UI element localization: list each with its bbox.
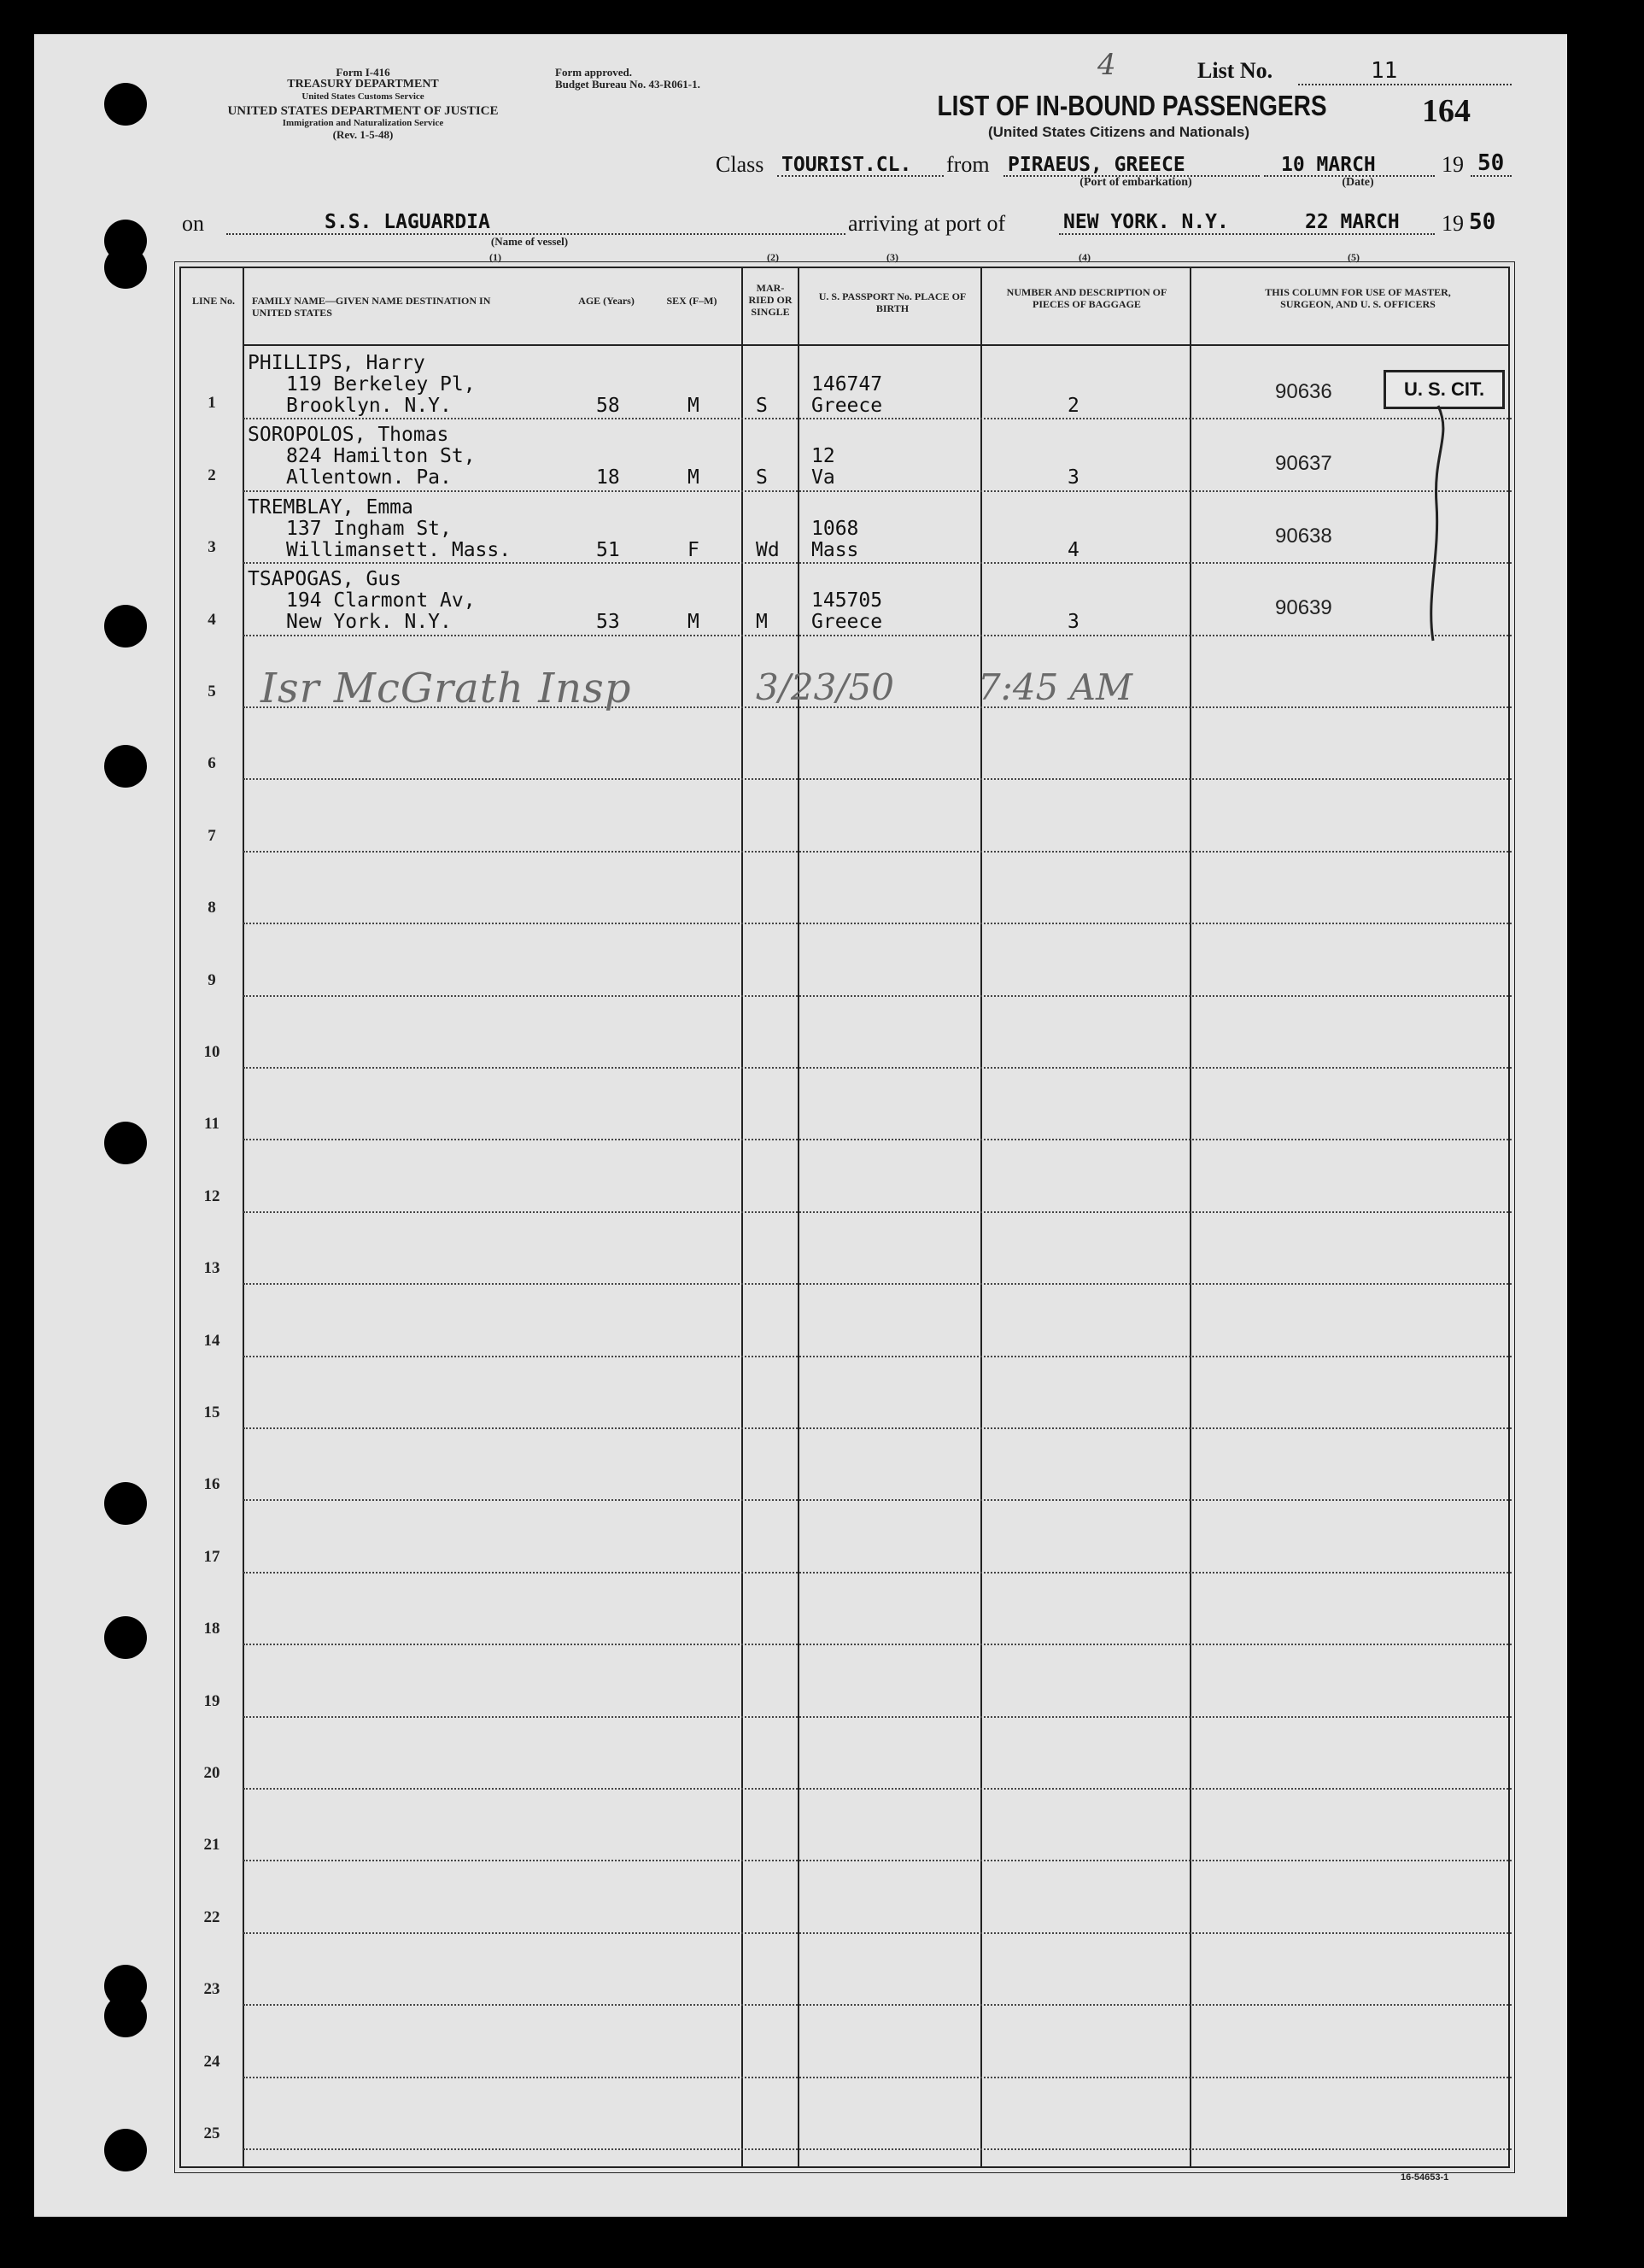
passenger-birthplace: Va — [811, 466, 835, 489]
col-divider — [1190, 267, 1191, 2168]
passenger-baggage: 3 — [1068, 611, 1079, 634]
line-number: 19 — [203, 1692, 220, 1710]
punch-hole — [104, 605, 147, 648]
ins-service: Immigration and Naturalization Service — [282, 118, 444, 128]
header-baggage: NUMBER AND DESCRIPTION OF PIECES OF BAGGAGE — [1006, 286, 1167, 310]
passenger-age: 51 — [596, 538, 620, 561]
line-number: 8 — [208, 899, 216, 917]
passenger-baggage: 4 — [1068, 538, 1079, 561]
row-rule — [243, 1932, 1512, 1934]
header-line-no: LINE No. — [191, 295, 235, 307]
arrival-line — [1059, 233, 1435, 235]
arrival-date: 22 MARCH — [1305, 211, 1400, 233]
treasury-dept: TREASURY DEPARTMENT — [287, 78, 439, 91]
passenger-marital-status: S — [756, 395, 768, 417]
arrival-year-prefix: 19 — [1442, 211, 1464, 236]
footer-code: 16-54653-1 — [1401, 2172, 1449, 2183]
line-number: 20 — [203, 1764, 220, 1782]
row-rule — [243, 1283, 1512, 1285]
col-num-1: (1) — [489, 251, 501, 263]
vessel-name: S.S. LAGUARDIA — [325, 211, 490, 233]
passenger-name: SOROPOLOS, Thomas — [248, 424, 449, 447]
row-rule — [243, 1860, 1512, 1861]
passenger-birthplace: Greece — [811, 611, 883, 634]
passenger-name: TREMBLAY, Emma — [248, 495, 413, 519]
col-num-3: (3) — [886, 251, 898, 263]
budget-bureau: Budget Bureau No. 43-R061-1. — [555, 78, 700, 91]
line-number: 24 — [203, 2053, 220, 2071]
year-prefix: 19 — [1442, 152, 1464, 177]
date-caption: (Date) — [1342, 176, 1374, 189]
row-rule — [243, 1644, 1512, 1645]
line-number: 6 — [208, 754, 216, 772]
passenger-address-street: 119 Berkeley Pl, — [286, 373, 476, 396]
passenger-address-street: 194 Clarmont Av, — [286, 589, 476, 612]
passenger-address-street: 824 Hamilton St, — [286, 445, 476, 468]
line-number: 25 — [203, 2124, 220, 2142]
col-num-2: (2) — [767, 251, 779, 263]
line-number: 4 — [208, 611, 216, 629]
line-number: 23 — [203, 1980, 220, 1998]
officer-number: 90636 — [1275, 380, 1332, 403]
passenger-birthplace: Greece — [811, 395, 883, 417]
row-rule — [243, 1427, 1512, 1429]
line-number: 13 — [203, 1259, 220, 1277]
class-value: TOURIST.CL. — [781, 154, 912, 176]
line-number: 10 — [203, 1043, 220, 1061]
line-number: 16 — [203, 1475, 220, 1493]
from-label: from — [946, 152, 990, 177]
port-embark-caption: (Port of embarkation) — [1079, 176, 1192, 189]
col-num-4: (4) — [1079, 251, 1091, 263]
line-number: 22 — [203, 1908, 220, 1926]
passenger-address-city: New York. N.Y. — [286, 611, 452, 634]
passenger-passport-no: 145705 — [811, 589, 883, 612]
passenger-sex: M — [687, 611, 699, 634]
header-age: AGE (Years) — [578, 295, 635, 307]
col-divider — [798, 267, 799, 2168]
line-number: 17 — [203, 1548, 220, 1566]
passenger-passport-no: 1068 — [811, 517, 859, 540]
row-rule — [243, 995, 1512, 997]
row-rule — [243, 1211, 1512, 1213]
officer-number: 90638 — [1275, 524, 1332, 548]
row-rule — [243, 490, 1512, 492]
year-line — [1471, 175, 1512, 177]
col-divider — [243, 267, 244, 2168]
row-rule — [243, 2148, 1512, 2150]
passenger-address-city: Brooklyn. N.Y. — [286, 395, 452, 417]
row-rule — [243, 1067, 1512, 1069]
passenger-name: TSAPOGAS, Gus — [248, 568, 402, 591]
line-number: 2 — [208, 466, 216, 484]
justice-dept: UNITED STATES DEPARTMENT OF JUSTICE — [227, 104, 499, 118]
list-no-value: 11 — [1371, 58, 1398, 84]
row-rule — [243, 778, 1512, 780]
from-value: PIRAEUS, GREECE — [1008, 154, 1185, 176]
stamp-bracket — [1418, 401, 1452, 645]
col-num-5: (5) — [1348, 251, 1360, 263]
handwritten-mark: 4 — [1097, 48, 1116, 82]
passenger-birthplace: Mass — [811, 538, 859, 561]
header-officers: THIS COLUMN FOR USE OF MASTER, SURGEON, AND U. S. OFFICERS — [1265, 286, 1451, 310]
form-number: Form I-416 — [336, 66, 390, 79]
row-rule — [243, 418, 1512, 419]
passenger-address-city: Allentown. Pa. — [286, 466, 452, 489]
row-rule — [243, 2004, 1512, 2006]
passenger-marital-status: Wd — [756, 538, 780, 561]
customs-service: United States Customs Service — [301, 91, 424, 102]
vessel-caption: (Name of vessel) — [490, 235, 569, 248]
header-rule — [243, 344, 1510, 346]
header-married: MAR-RIED OR SINGLE — [748, 282, 793, 318]
arriving-label: arriving at port of — [848, 211, 1006, 236]
punch-hole — [104, 2129, 147, 2171]
row-rule — [243, 562, 1512, 564]
passenger-passport-no: 12 — [811, 445, 835, 468]
passenger-address-street: 137 Ingham St, — [286, 517, 452, 540]
punch-hole — [104, 1482, 147, 1525]
header-name: FAMILY NAME—GIVEN NAME DESTINATION IN UNITED STATES — [252, 295, 491, 319]
line-number: 1 — [208, 394, 216, 412]
header-sex: SEX (F–M) — [666, 295, 717, 307]
arrival-port: NEW YORK. N.Y. — [1063, 211, 1229, 233]
col-divider — [980, 267, 982, 2168]
passenger-marital-status: M — [756, 611, 768, 634]
line-number: 5 — [208, 683, 216, 700]
row-rule — [243, 1572, 1512, 1574]
header-passport: U. S. PASSPORT No. PLACE OF BIRTH — [818, 290, 967, 314]
date-value: 10 MARCH — [1281, 154, 1376, 176]
arrival-year: 50 — [1469, 209, 1496, 235]
passenger-marital-status: S — [756, 466, 768, 489]
punch-hole — [104, 745, 147, 788]
row-rule — [243, 635, 1512, 636]
officer-number: 90637 — [1275, 452, 1332, 476]
passenger-age: 18 — [596, 466, 620, 489]
row-rule — [243, 923, 1512, 924]
passenger-passport-no: 146747 — [811, 373, 883, 396]
row-rule — [243, 1499, 1512, 1501]
year-value: 50 — [1477, 150, 1505, 176]
form-approved: Form approved. — [555, 66, 633, 79]
class-label: Class — [716, 152, 764, 177]
on-label: on — [182, 211, 204, 236]
passenger-name: PHILLIPS, Harry — [248, 352, 425, 374]
passenger-age: 58 — [596, 395, 620, 417]
passenger-baggage: 2 — [1068, 395, 1079, 417]
row-rule — [243, 1139, 1512, 1140]
line-number: 21 — [203, 1836, 220, 1854]
passenger-baggage: 3 — [1068, 466, 1079, 489]
line-number: 7 — [208, 827, 216, 845]
punch-hole — [104, 246, 147, 289]
list-no-label: List No. — [1197, 58, 1273, 83]
punch-hole — [104, 1995, 147, 2037]
inspection-time: 7:45 AM — [978, 666, 1133, 708]
revision: (Rev. 1-5-48) — [332, 128, 394, 141]
punch-hole — [104, 83, 147, 126]
passenger-age: 53 — [596, 611, 620, 634]
list-no-line — [1298, 84, 1512, 85]
line-number: 14 — [203, 1332, 220, 1350]
col-divider — [741, 267, 743, 2168]
inspection-date: 3/23/50 — [756, 666, 894, 708]
row-rule — [243, 2077, 1512, 2078]
inspector-signature: Isr McGrath Insp — [260, 665, 632, 712]
document-title: LIST OF IN-BOUND PASSENGERS — [937, 90, 1327, 121]
passenger-sex: M — [687, 466, 699, 489]
row-rule — [243, 1788, 1512, 1790]
document-subtitle: (United States Citizens and Nationals) — [987, 124, 1250, 140]
line-number: 3 — [208, 538, 216, 556]
passenger-sex: F — [687, 538, 699, 561]
passenger-address-city: Willimansett. Mass. — [286, 538, 512, 561]
line-number: 11 — [204, 1115, 219, 1133]
line-number: 9 — [208, 971, 216, 989]
officer-number: 90639 — [1275, 596, 1332, 620]
row-rule — [243, 851, 1512, 853]
page-number: 164 — [1422, 93, 1471, 129]
us-citizen-stamp: U. S. CIT. — [1384, 370, 1505, 409]
passenger-sex: M — [687, 395, 699, 417]
row-rule — [243, 1716, 1512, 1718]
line-number: 18 — [203, 1620, 220, 1638]
line-number: 15 — [203, 1404, 220, 1421]
row-rule — [243, 1356, 1512, 1357]
line-number: 12 — [203, 1187, 220, 1205]
punch-hole — [104, 1122, 147, 1164]
punch-hole — [104, 1616, 147, 1659]
